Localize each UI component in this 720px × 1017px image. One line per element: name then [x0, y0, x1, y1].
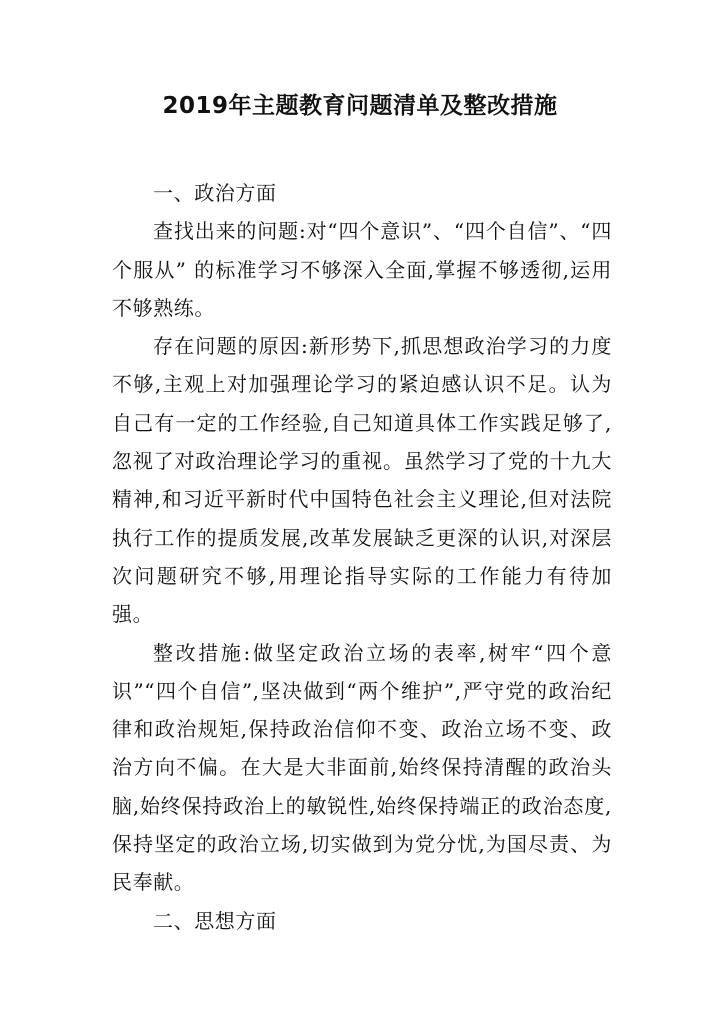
paragraph-problem-causes: 存在问题的原因:新形势下,抓思想政治学习的力度不够,主观上对加强理论学习的紧迫感认识不足。认为自己有一定的工作经验,自己知道具体工作实践足够了,忽视了对政治理论学习的重视。虽然学习了党的十九大精神,和习近平新时代中国特色社会主义理论,但对法院执行工作的提质发展,改革发展缺乏更深的认识,对深层次问题研究不够,用理论指导实际的工作能力有待加强。 — [112, 334, 612, 627]
section-heading-politics: 一、政治方面 — [153, 181, 277, 205]
paragraph-problems-found: 查找出来的问题:对“四个意识”、“四个自信”、“四个服从” 的标准学习不够深入全面,掌握不够透彻,运用不够熟练。 — [112, 219, 612, 320]
section-heading-thought: 二、思想方面 — [153, 908, 277, 933]
document-title: 2019年主题教育问题清单及整改措施 — [162, 93, 558, 119]
document-body — [112, 174, 612, 940]
paragraph-rectification-measures: 整改措施:做坚定政治立场的表率,树牢“四个意识”“四个自信”,坚决做到“两个维护”,严守党的政治纪律和政治规矩,保持政治信仰不变、政治立场不变、政治方向不偏。在大是大非面前,始终保持清醒的政治头脑,始终保持政治上的敏锐性,始终保持端正的政治态度,保持坚定的政治立场,切实做到为党分忧,为国尽责、为民奉献。 — [112, 640, 612, 895]
